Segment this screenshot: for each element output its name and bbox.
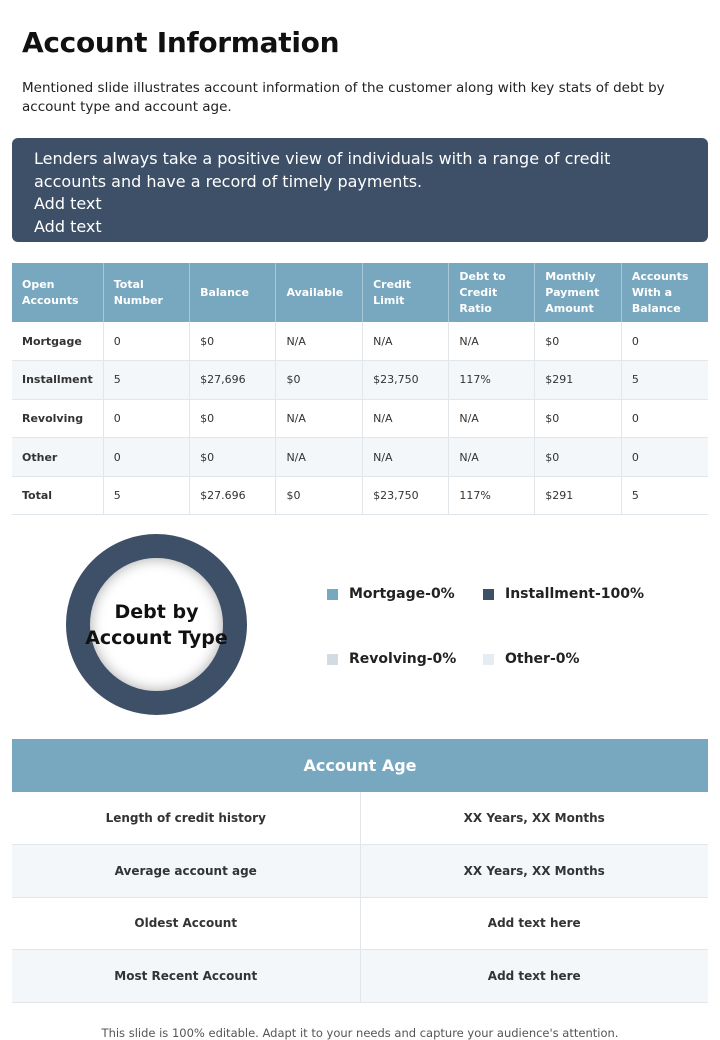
table-cell: $23,750 [363,476,449,515]
column-header-total-number: Total Number [103,263,189,322]
row-label: Total [12,476,103,515]
age-value-cell: Add text here [360,950,708,1003]
table-cell: $27,696 [190,361,276,400]
footer-note: This slide is 100% editable. Adapt it to your needs and capture your audience's attention. [101,1026,619,1040]
table-cell: N/A [276,399,363,438]
table-row [12,950,708,1003]
row-label: Other [12,438,103,477]
table-cell: $27.696 [190,476,276,515]
table-cell: N/A [363,399,449,438]
donut-center-label: Debt by [114,600,199,623]
table-cell: $0 [276,361,363,400]
legend-label: Mortgage-0% [349,586,455,602]
table-cell: 0 [621,438,708,477]
table-cell: N/A [363,438,449,477]
legend-swatch [327,589,338,600]
legend-swatch [483,589,494,600]
table-cell: 0 [621,322,708,361]
table-cell: $0 [190,322,276,361]
table-row [12,845,708,898]
legend-label: Revolving-0% [349,651,457,667]
page-subtitle: Mentioned slide illustrates account information of the customer along with key stats of debt by account type and account age. [22,80,665,115]
legend-label: Installment-100% [505,586,645,602]
table-row [12,897,708,950]
table-cell: $291 [535,361,622,400]
table-row [12,476,708,515]
debt-by-account-type-donut [66,534,247,715]
page-title: Account Information [22,26,340,59]
table-cell: $0 [190,399,276,438]
legend-swatch [327,654,338,665]
age-value-cell: Add text here [360,897,708,950]
table-cell: 117% [449,476,535,515]
account-age-title: Account Age [12,739,708,792]
column-header-open-accounts: Open Accounts [12,263,103,322]
legend-item-installment [483,586,644,602]
table-cell: N/A [363,322,449,361]
table-cell: $0 [535,438,622,477]
table-cell: 0 [621,399,708,438]
column-header-monthly-payment-amount: Monthly Payment Amount [535,263,622,322]
age-label-cell: Most Recent Account [12,950,360,1003]
table-cell: $0 [535,399,622,438]
account-age-header-row [12,739,708,792]
column-header-available: Available [276,263,363,322]
legend-item-revolving [327,651,456,667]
banner-line: accounts and have a record of timely payments. [34,171,423,191]
column-header-credit-limit: Credit Limit [363,263,449,322]
row-label: Revolving [12,399,103,438]
column-header-accounts-with-balance: Accounts With a Balance [621,263,708,322]
column-header-balance: Balance [190,263,276,322]
banner-line: Lenders always take a positive view of individuals with a range of credit [34,149,611,168]
banner-line: Add text [34,194,102,213]
row-label: Installment [12,361,103,400]
table-row [12,322,708,361]
age-label-cell: Oldest Account [12,897,360,950]
table-cell: $291 [535,476,622,515]
table-cell: 0 [103,438,189,477]
table-row [12,361,708,400]
banner-line: Add text [34,216,102,236]
row-label: Mortgage [12,322,103,361]
legend-item-mortgage [327,586,455,602]
table-cell: 5 [103,361,189,400]
table-cell: $0 [535,322,622,361]
donut-center-label: Account Type [85,626,228,649]
table-cell: N/A [276,322,363,361]
age-value-cell: XX Years, XX Months [360,845,708,898]
legend-swatch [483,654,494,665]
table-cell: 0 [103,399,189,438]
table-row [12,399,708,438]
table-row [12,438,708,477]
age-label-cell: Length of credit history [12,792,360,845]
table-cell: N/A [276,438,363,477]
table-cell: 117% [449,361,535,400]
info-banner [12,138,708,242]
table-row [12,792,708,845]
accounts-table-header-row [12,263,708,322]
table-cell: 5 [621,476,708,515]
account-age-table [12,739,708,1003]
column-header-debt-to-credit-ratio: Debt to Credit Ratio [449,263,535,322]
table-cell: 0 [103,322,189,361]
accounts-table [12,263,708,515]
table-cell: 5 [103,476,189,515]
table-cell: N/A [449,438,535,477]
table-cell: N/A [449,399,535,438]
legend-label: Other-0% [505,651,580,667]
table-cell: 5 [621,361,708,400]
table-cell: $23,750 [363,361,449,400]
table-cell: $0 [190,438,276,477]
age-label-cell: Average account age [12,845,360,898]
legend-item-other [483,651,580,667]
age-value-cell: XX Years, XX Months [360,792,708,845]
table-cell: $0 [276,476,363,515]
table-cell: N/A [449,322,535,361]
